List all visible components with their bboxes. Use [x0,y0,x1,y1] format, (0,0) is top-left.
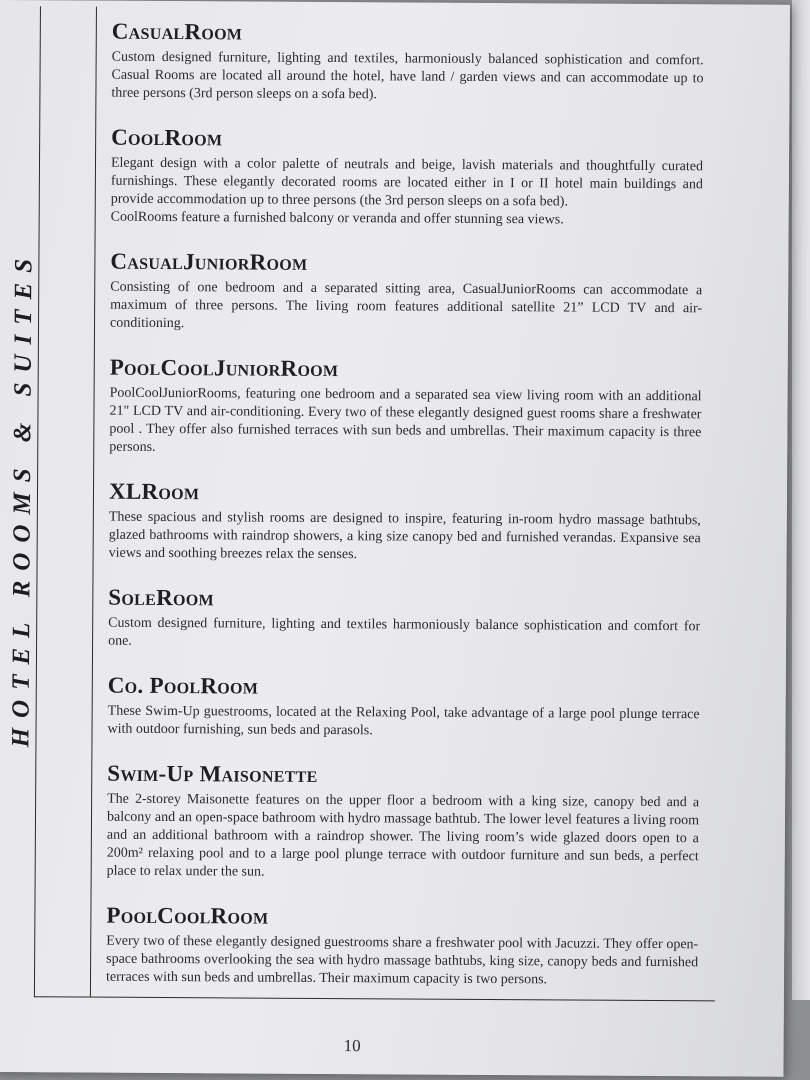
next-page-edge [792,0,810,1000]
room-title: CoolRoom [111,124,223,151]
room-casual-room [111,19,704,107]
room-description: Custom designed furniture, lighting and textiles harmoniously balance sophistication and comfort for one. [108,615,701,649]
room-title: CasualJuniorRoom [110,248,308,275]
room-title: Co. PoolRoom [107,672,259,699]
room-xl-room [109,479,702,567]
room-swim-up-maisonette [107,761,700,885]
side-title: HOTEL ROOMS & SUITES [7,248,38,748]
room-title: PoolCoolJuniorRoom [109,354,339,382]
room-list [106,19,704,1013]
frame-divider [90,7,97,997]
room-title: SoleRoom [108,584,215,611]
room-description: These Swim-Up guestrooms, located at the Relaxing Pool, take advantage of a large pool plunge terrace with outdoor furnishing, sun beds and parasols. [107,703,700,739]
room-pool-cool-room [106,903,699,991]
room-description: The 2-storey Maisonette features on the upper floor a bedroom with a king size, canopy bed and a balcony and an open-space bathroom with hydro massage bathtub. The lower level features a living room and an additional bathroom with a raindrop shower. The living room’s wide glazed doors open to a 200m² relaxing pool and to a large pool plunge terrace with outdoor furniture and sun beds, a perfect place to relax under the sun. [106,791,700,880]
room-description: Consisting of one bedroom and a separated sitting area, CasualJuniorRooms can accommodate a maximum of three persons. The living room features additional satellite 21” LCD TV and air-conditioning. [109,279,703,332]
room-casual-junior-room [110,249,703,337]
room-co-pool-room [107,673,699,743]
room-cool-room [111,125,704,231]
room-pool-cool-junior-room [109,355,702,461]
room-description: These spacious and stylish rooms are designed to inspire, featuring in-room hydro massage bathtubs, glazed bathrooms with raindrop showers, a king size canopy bed and furnished verandas. Expansive sea views and soothing breezes relax the senses. [108,509,701,563]
room-description: Every two of these elegantly designed guestrooms share a freshwater pool with Jacuzzi. They offer open-space bathrooms overlooking the sea with hydro massage bathtubs, king size, canopy beds and furnished terraces with sun beds and umbrellas. Their maximum capacity is two persons. [105,933,699,988]
room-title: Swim-Up Maisonette [107,760,318,787]
room-description: CoolRooms feature a furnished balcony or veranda and offer stunning sea views. [110,209,564,228]
room-description: PoolCoolJuniorRooms, featuring one bedroom and a separated sea view living room with an additional 21" LCD TV and air-conditioning. Every two of these elegantly designed guest rooms share a freshwater pool . They offer also furnished terraces with sun beds and umbrellas. Their maximum capacity is three persons. [109,385,702,455]
room-description: Elegant design with a color palette of neutrals and beige, lavish materials and thoughtfully curated furnishings. These elegantly decorated rooms are located either in I or II hotel main buildings and provide accommodation up to three persons (the 3rd person sleeps on a sofa bed). [110,155,704,210]
room-description: Custom designed furniture, lighting and textiles, harmoniously balanced sophistication and comfort. Casual Rooms are located all around the hotel, have land / garden views and can accommodate up to three persons (3rd person sleeps on a sofa bed). [111,49,704,103]
room-title: PoolCoolRoom [106,902,269,929]
room-sole-room [108,585,700,655]
room-title: CasualRoom [111,18,243,45]
page-number: 10 [343,1036,361,1056]
room-title: XLRoom [108,478,200,505]
